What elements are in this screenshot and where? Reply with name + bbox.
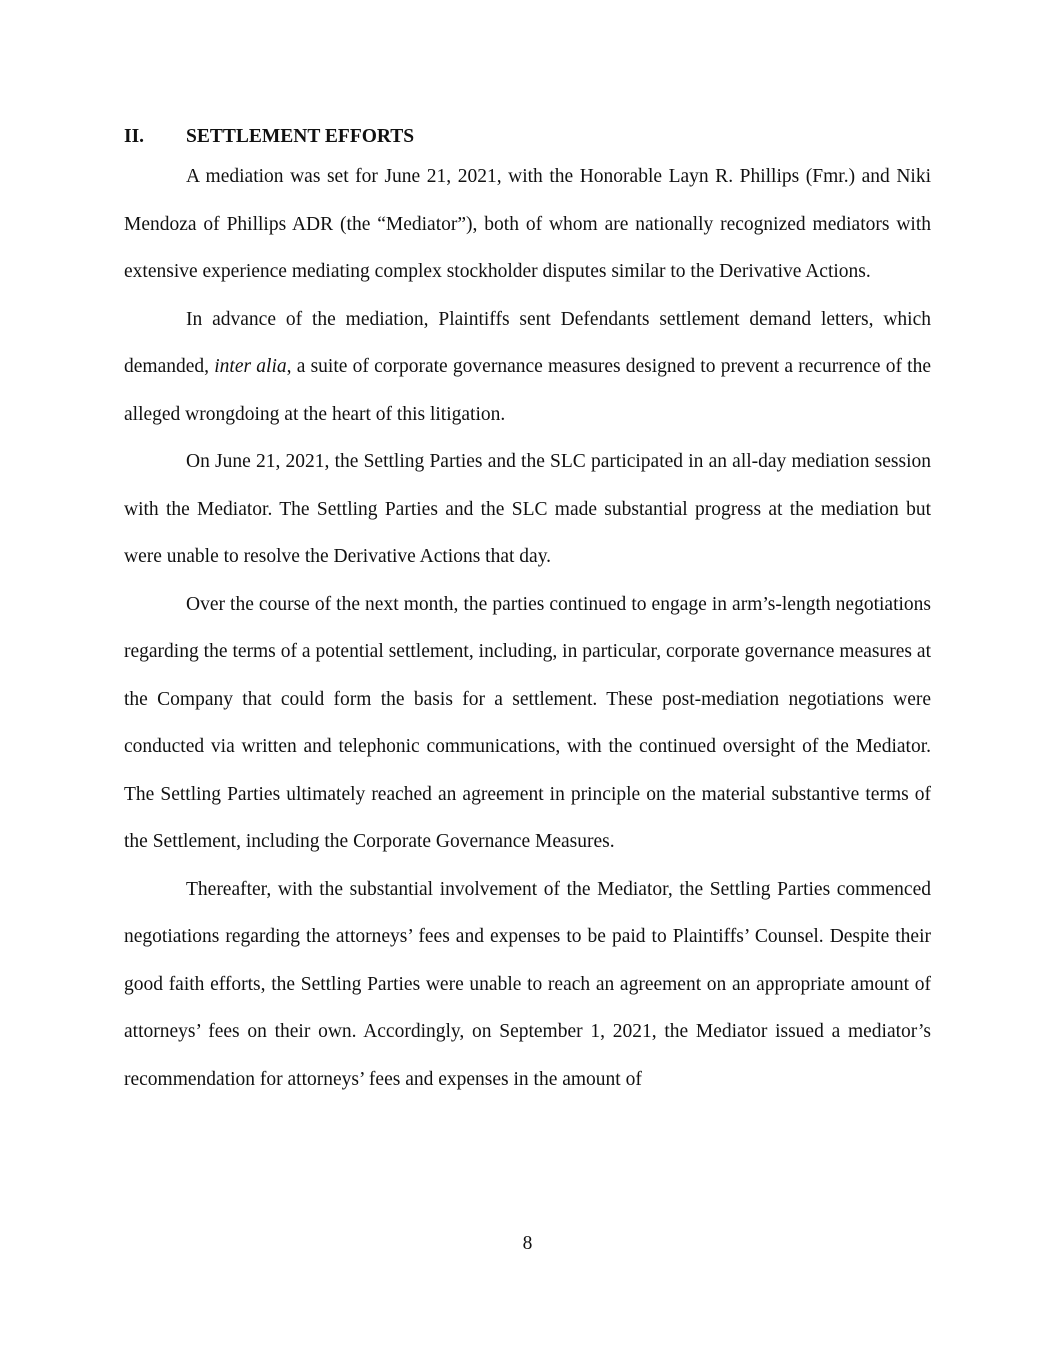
paragraph-negotiations: Over the course of the next month, the parties continued to engage in arm’s-length negotiations regarding the terms of a potential settlement, including, in particular, corporate governance measures at the Company that could form the basis for a settlement. These post-mediation negotiations were conducted via written and telephonic communications, with the continued oversight of the Mediator. The Settling Parties ultimately reached an agreement in principle on the material substantive terms of the Settlement, including the Corporate Governance Measures.: [124, 593, 931, 852]
page-number: 8: [522, 1233, 533, 1254]
paragraph-demand-letters-end: , a suite of corporate governance measures designed to prevent a recurrence of the alleged wrongdoing at the heart of this litigation.: [124, 356, 932, 425]
section-heading: [124, 121, 931, 153]
section-title: SETTLEMENT EFFORTS: [186, 126, 415, 147]
paragraph-mediation-session: On June 21, 2021, the Settling Parties and the SLC participated in an all-day mediation session with the Mediator. The Settling Parties and the SLC made substantial progress at the mediation but were unable to resolve the Derivative Actions that day.: [124, 451, 931, 567]
paragraph-mediation-set: A mediation was set for June 21, 2021, with the Honorable Layn R. Phillips (Fmr.) and Niki Mendoza of Phillips ADR (the “Mediator”), both of whom are nationally recognized mediators with extensive experience mediating complex stockholder disputes similar to the Derivative Actions.: [124, 166, 931, 282]
body-text: [124, 121, 931, 1103]
paragraph-demand-letters: [124, 296, 931, 439]
section-number: II.: [124, 126, 145, 147]
paragraph-attorneys-fees: Thereafter, with the substantial involvement of the Mediator, the Settling Parties commenced negotiations regarding the attorneys’ fees and expenses to be paid to Plaintiffs’ Counsel. Despite their good faith efforts, the Settling Parties were unable to reach an agreement on an appropriate amount of attorneys’ fees on their own. Accordingly, on September 1, 2021, the Mediator issued a mediator’s recommendation for attorneys’ fees and expenses in the amount of: [124, 878, 931, 1090]
inter-alia-italic: inter alia: [214, 356, 287, 377]
paragraph-demand-letters-start: In advance of the mediation, Plaintiffs sent Defendants settlement demand letters, which demanded,: [124, 308, 931, 377]
